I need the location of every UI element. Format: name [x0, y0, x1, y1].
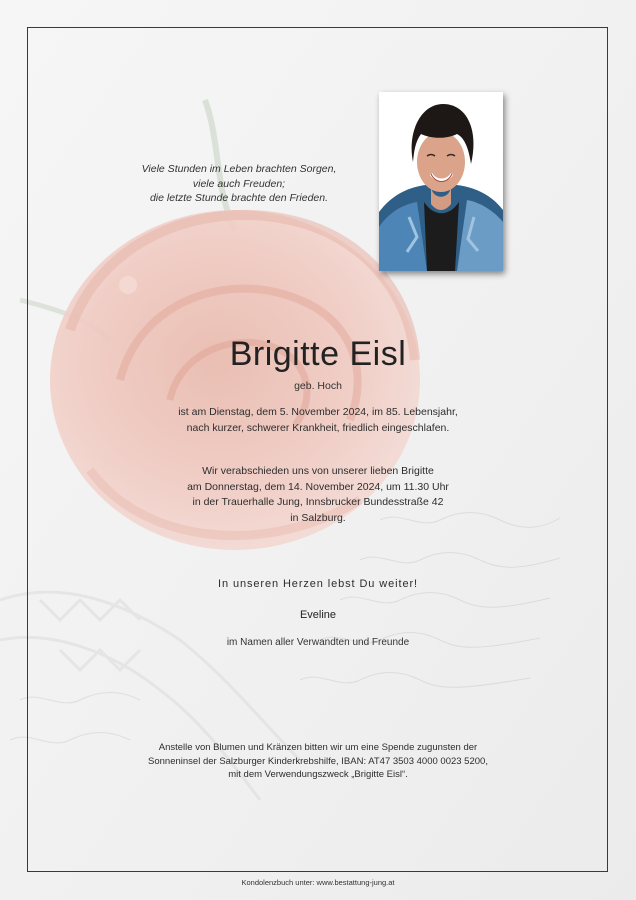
donation-line: mit dem Verwendungszweck „Brigitte Eisl“. — [228, 769, 408, 780]
portrait-photo — [379, 92, 503, 271]
poem-line: Viele Stunden im Leben brachten Sorgen, — [141, 163, 337, 175]
relatives-note: im Namen aller Verwandten und Freunde — [226, 637, 410, 648]
death-notice-line: ist am Dienstag, dem 5. November 2024, im 85. Lebensjahr, — [178, 406, 458, 418]
poem — [108, 162, 370, 206]
farewell-line: am Donnerstag, dem 14. November 2024, um 11.30 Uhr — [187, 480, 449, 493]
donation-line: Anstelle von Blumen und Kränzen bitten wir um eine Spende zugunsten der — [158, 742, 478, 753]
donation-request — [0, 741, 636, 782]
poem-line: viele auch Freuden; — [192, 177, 286, 190]
death-notice-line: nach kurzer, schwerer Krankheit, friedlich eingeschlafen. — [186, 421, 450, 434]
farewell-details — [0, 464, 636, 526]
maiden-name: geb. Hoch — [294, 380, 342, 392]
condolence-book-link[interactable]: Kondolenzbuch unter: www.bestattung-jung.at — [241, 878, 395, 887]
deceased-name: Brigitte Eisl — [229, 335, 407, 373]
donation-line: Sonneninsel der Salzburger Kinderkrebshilfe, IBAN: AT47 3503 4000 0023 5200, — [148, 755, 488, 767]
motto: In unseren Herzen lebst Du weiter! — [218, 578, 418, 590]
death-notice — [0, 405, 636, 436]
farewell-line: in Salzburg. — [290, 511, 346, 524]
signer-name: Eveline — [299, 609, 337, 621]
farewell-line: Wir verabschieden uns von unserer lieben Brigitte — [202, 465, 434, 477]
poem-line: die letzte Stunde brachte den Frieden. — [149, 192, 329, 204]
farewell-line: in der Trauerhalle Jung, Innsbrucker Bundesstraße 42 — [192, 496, 444, 508]
